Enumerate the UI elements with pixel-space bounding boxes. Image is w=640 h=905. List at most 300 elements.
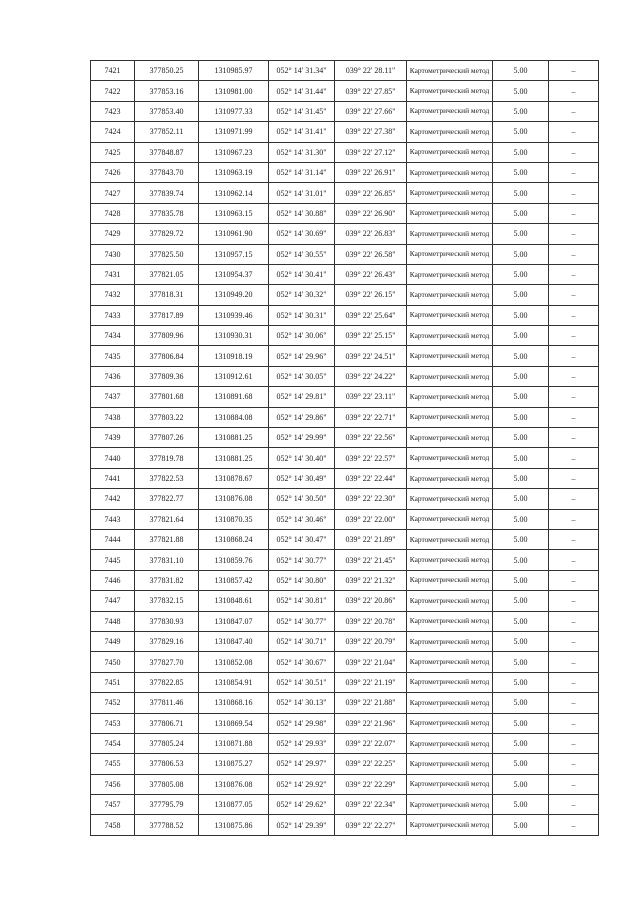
- table-row: [91, 468, 599, 488]
- cell-x-coordinate: 377795.79: [135, 795, 199, 815]
- cell-longitude: 039° 22' 22.44": [335, 468, 407, 488]
- cell-latitude: 052° 14' 31.34": [269, 61, 335, 81]
- cell-accuracy: 5.00: [493, 101, 549, 121]
- cell-latitude: 052° 14' 30.06": [269, 326, 335, 346]
- cell-longitude: 039° 22' 26.83": [335, 224, 407, 244]
- cell-point-number: 7443: [91, 509, 135, 529]
- cell-latitude: 052° 14' 29.86": [269, 407, 335, 427]
- table-row: [91, 489, 599, 509]
- cell-y-coordinate: 1310963.15: [199, 203, 269, 223]
- table-row: [91, 652, 599, 672]
- cell-note: –: [549, 346, 599, 366]
- cell-accuracy: 5.00: [493, 305, 549, 325]
- cell-point-number: 7434: [91, 326, 135, 346]
- cell-y-coordinate: 1310875.86: [199, 815, 269, 835]
- cell-accuracy: 5.00: [493, 264, 549, 284]
- cell-longitude: 039° 22' 28.11": [335, 61, 407, 81]
- cell-x-coordinate: 377805.08: [135, 774, 199, 794]
- cell-note: –: [549, 101, 599, 121]
- cell-method: Картометрический метод: [407, 346, 493, 366]
- cell-note: –: [549, 550, 599, 570]
- cell-method: Картометрический метод: [407, 264, 493, 284]
- cell-accuracy: 5.00: [493, 366, 549, 386]
- table-row: [91, 611, 599, 631]
- cell-y-coordinate: 1310878.67: [199, 468, 269, 488]
- cell-latitude: 052° 14' 29.39": [269, 815, 335, 835]
- cell-method: Картометрический метод: [407, 733, 493, 753]
- cell-latitude: 052° 14' 30.71": [269, 631, 335, 651]
- cell-point-number: 7452: [91, 693, 135, 713]
- cell-point-number: 7433: [91, 305, 135, 325]
- cell-accuracy: 5.00: [493, 61, 549, 81]
- cell-latitude: 052° 14' 31.14": [269, 162, 335, 182]
- cell-note: –: [549, 774, 599, 794]
- cell-note: –: [549, 183, 599, 203]
- cell-y-coordinate: 1310868.24: [199, 529, 269, 549]
- cell-point-number: 7440: [91, 448, 135, 468]
- cell-latitude: 052° 14' 30.50": [269, 489, 335, 509]
- cell-note: –: [549, 652, 599, 672]
- cell-latitude: 052° 14' 29.81": [269, 387, 335, 407]
- cell-accuracy: 5.00: [493, 346, 549, 366]
- cell-method: Картометрический метод: [407, 672, 493, 692]
- cell-note: –: [549, 795, 599, 815]
- cell-longitude: 039° 22' 22.34": [335, 795, 407, 815]
- cell-method: Картометрический метод: [407, 468, 493, 488]
- cell-y-coordinate: 1310967.23: [199, 142, 269, 162]
- cell-longitude: 039° 22' 21.04": [335, 652, 407, 672]
- cell-note: –: [549, 387, 599, 407]
- cell-longitude: 039° 22' 22.29": [335, 774, 407, 794]
- cell-method: Картометрический метод: [407, 591, 493, 611]
- table-row: [91, 203, 599, 223]
- cell-accuracy: 5.00: [493, 448, 549, 468]
- cell-x-coordinate: 377807.26: [135, 428, 199, 448]
- cell-longitude: 039° 22' 21.32": [335, 570, 407, 590]
- cell-y-coordinate: 1310985.97: [199, 61, 269, 81]
- cell-x-coordinate: 377825.50: [135, 244, 199, 264]
- cell-accuracy: 5.00: [493, 326, 549, 346]
- cell-y-coordinate: 1310954.37: [199, 264, 269, 284]
- cell-latitude: 052° 14' 30.40": [269, 448, 335, 468]
- cell-point-number: 7438: [91, 407, 135, 427]
- cell-longitude: 039° 22' 22.00": [335, 509, 407, 529]
- cell-accuracy: 5.00: [493, 224, 549, 244]
- cell-latitude: 052° 14' 30.47": [269, 529, 335, 549]
- cell-method: Картометрический метод: [407, 162, 493, 182]
- cell-y-coordinate: 1310930.31: [199, 326, 269, 346]
- cell-longitude: 039° 22' 20.79": [335, 631, 407, 651]
- cell-latitude: 052° 14' 30.51": [269, 672, 335, 692]
- cell-note: –: [549, 570, 599, 590]
- cell-point-number: 7437: [91, 387, 135, 407]
- cell-note: –: [549, 428, 599, 448]
- cell-accuracy: 5.00: [493, 713, 549, 733]
- cell-y-coordinate: 1310868.16: [199, 693, 269, 713]
- cell-longitude: 039° 22' 25.64": [335, 305, 407, 325]
- cell-note: –: [549, 244, 599, 264]
- table-row: [91, 529, 599, 549]
- cell-point-number: 7422: [91, 81, 135, 101]
- table-row: [91, 713, 599, 733]
- cell-note: –: [549, 631, 599, 651]
- cell-x-coordinate: 377843.70: [135, 162, 199, 182]
- cell-accuracy: 5.00: [493, 529, 549, 549]
- cell-y-coordinate: 1310891.68: [199, 387, 269, 407]
- cell-x-coordinate: 377835.78: [135, 203, 199, 223]
- cell-latitude: 052° 14' 31.30": [269, 142, 335, 162]
- cell-accuracy: 5.00: [493, 815, 549, 835]
- cell-latitude: 052° 14' 31.44": [269, 81, 335, 101]
- cell-note: –: [549, 529, 599, 549]
- cell-accuracy: 5.00: [493, 244, 549, 264]
- cell-point-number: 7430: [91, 244, 135, 264]
- cell-method: Картометрический метод: [407, 489, 493, 509]
- cell-y-coordinate: 1310871.88: [199, 733, 269, 753]
- table-row: [91, 183, 599, 203]
- cell-y-coordinate: 1310869.54: [199, 713, 269, 733]
- cell-latitude: 052° 14' 31.41": [269, 122, 335, 142]
- cell-note: –: [549, 611, 599, 631]
- cell-latitude: 052° 14' 29.92": [269, 774, 335, 794]
- cell-latitude: 052° 14' 30.67": [269, 652, 335, 672]
- cell-method: Картометрический метод: [407, 366, 493, 386]
- cell-accuracy: 5.00: [493, 142, 549, 162]
- cell-note: –: [549, 509, 599, 529]
- cell-accuracy: 5.00: [493, 428, 549, 448]
- cell-method: Картометрический метод: [407, 795, 493, 815]
- cell-y-coordinate: 1310939.46: [199, 305, 269, 325]
- cell-latitude: 052° 14' 30.81": [269, 591, 335, 611]
- table-row: [91, 815, 599, 835]
- cell-latitude: 052° 14' 30.32": [269, 285, 335, 305]
- cell-x-coordinate: 377803.22: [135, 407, 199, 427]
- cell-longitude: 039° 22' 26.85": [335, 183, 407, 203]
- cell-longitude: 039° 22' 22.56": [335, 428, 407, 448]
- cell-y-coordinate: 1310876.08: [199, 774, 269, 794]
- cell-latitude: 052° 14' 30.69": [269, 224, 335, 244]
- cell-x-coordinate: 377817.89: [135, 305, 199, 325]
- cell-note: –: [549, 672, 599, 692]
- cell-longitude: 039° 22' 21.88": [335, 693, 407, 713]
- cell-longitude: 039° 22' 23.11": [335, 387, 407, 407]
- cell-point-number: 7446: [91, 570, 135, 590]
- cell-x-coordinate: 377848.87: [135, 142, 199, 162]
- cell-method: Картометрический метод: [407, 407, 493, 427]
- cell-x-coordinate: 377829.72: [135, 224, 199, 244]
- cell-point-number: 7439: [91, 428, 135, 448]
- cell-accuracy: 5.00: [493, 81, 549, 101]
- cell-y-coordinate: 1310847.07: [199, 611, 269, 631]
- cell-accuracy: 5.00: [493, 652, 549, 672]
- cell-method: Картометрический метод: [407, 81, 493, 101]
- cell-y-coordinate: 1310949.20: [199, 285, 269, 305]
- cell-accuracy: 5.00: [493, 550, 549, 570]
- table-row: [91, 244, 599, 264]
- cell-x-coordinate: 377839.74: [135, 183, 199, 203]
- table-row: [91, 122, 599, 142]
- cell-method: Картометрический метод: [407, 713, 493, 733]
- cell-y-coordinate: 1310884.08: [199, 407, 269, 427]
- cell-longitude: 039° 22' 26.15": [335, 285, 407, 305]
- cell-longitude: 039° 22' 27.12": [335, 142, 407, 162]
- cell-longitude: 039° 22' 27.66": [335, 101, 407, 121]
- cell-y-coordinate: 1310977.33: [199, 101, 269, 121]
- table-row: [91, 162, 599, 182]
- cell-x-coordinate: 377822.85: [135, 672, 199, 692]
- cell-latitude: 052° 14' 30.41": [269, 264, 335, 284]
- cell-longitude: 039° 22' 21.45": [335, 550, 407, 570]
- cell-accuracy: 5.00: [493, 591, 549, 611]
- cell-method: Картометрический метод: [407, 244, 493, 264]
- cell-point-number: 7451: [91, 672, 135, 692]
- cell-point-number: 7449: [91, 631, 135, 651]
- cell-x-coordinate: 377821.88: [135, 529, 199, 549]
- cell-note: –: [549, 162, 599, 182]
- cell-x-coordinate: 377806.53: [135, 754, 199, 774]
- cell-y-coordinate: 1310877.05: [199, 795, 269, 815]
- table-row: [91, 795, 599, 815]
- table-row: [91, 407, 599, 427]
- cell-point-number: 7426: [91, 162, 135, 182]
- cell-note: –: [549, 815, 599, 835]
- cell-note: –: [549, 142, 599, 162]
- cell-longitude: 039° 22' 26.43": [335, 264, 407, 284]
- cell-accuracy: 5.00: [493, 489, 549, 509]
- cell-accuracy: 5.00: [493, 407, 549, 427]
- cell-point-number: 7441: [91, 468, 135, 488]
- table-row: [91, 428, 599, 448]
- cell-note: –: [549, 489, 599, 509]
- cell-y-coordinate: 1310957.15: [199, 244, 269, 264]
- cell-method: Картометрический метод: [407, 509, 493, 529]
- cell-method: Картометрический метод: [407, 142, 493, 162]
- cell-point-number: 7444: [91, 529, 135, 549]
- cell-latitude: 052° 14' 30.55": [269, 244, 335, 264]
- table-row: [91, 570, 599, 590]
- cell-y-coordinate: 1310881.25: [199, 428, 269, 448]
- cell-method: Картометрический метод: [407, 224, 493, 244]
- cell-note: –: [549, 693, 599, 713]
- cell-longitude: 039° 22' 22.30": [335, 489, 407, 509]
- cell-method: Картометрический метод: [407, 183, 493, 203]
- cell-y-coordinate: 1310876.08: [199, 489, 269, 509]
- cell-point-number: 7436: [91, 366, 135, 386]
- cell-method: Картометрический метод: [407, 815, 493, 835]
- cell-latitude: 052° 14' 29.99": [269, 428, 335, 448]
- cell-y-coordinate: 1310918.19: [199, 346, 269, 366]
- cell-latitude: 052° 14' 29.93": [269, 733, 335, 753]
- cell-point-number: 7453: [91, 713, 135, 733]
- cell-method: Картометрический метод: [407, 448, 493, 468]
- cell-accuracy: 5.00: [493, 509, 549, 529]
- cell-accuracy: 5.00: [493, 285, 549, 305]
- cell-note: –: [549, 713, 599, 733]
- cell-x-coordinate: 377829.16: [135, 631, 199, 651]
- cell-x-coordinate: 377822.53: [135, 468, 199, 488]
- cell-x-coordinate: 377822.77: [135, 489, 199, 509]
- cell-point-number: 7435: [91, 346, 135, 366]
- cell-longitude: 039° 22' 21.89": [335, 529, 407, 549]
- cell-y-coordinate: 1310854.91: [199, 672, 269, 692]
- cell-method: Картометрический метод: [407, 611, 493, 631]
- coordinates-table-container: [90, 60, 598, 836]
- cell-x-coordinate: 377850.25: [135, 61, 199, 81]
- cell-longitude: 039° 22' 21.96": [335, 713, 407, 733]
- cell-method: Картометрический метод: [407, 203, 493, 223]
- cell-longitude: 039° 22' 26.91": [335, 162, 407, 182]
- cell-y-coordinate: 1310848.61: [199, 591, 269, 611]
- cell-accuracy: 5.00: [493, 754, 549, 774]
- table-body: [91, 61, 599, 836]
- cell-method: Картометрический метод: [407, 550, 493, 570]
- cell-accuracy: 5.00: [493, 733, 549, 753]
- cell-method: Картометрический метод: [407, 570, 493, 590]
- cell-y-coordinate: 1310912.61: [199, 366, 269, 386]
- cell-note: –: [549, 326, 599, 346]
- cell-y-coordinate: 1310847.40: [199, 631, 269, 651]
- table-row: [91, 509, 599, 529]
- cell-accuracy: 5.00: [493, 162, 549, 182]
- cell-longitude: 039° 22' 22.07": [335, 733, 407, 753]
- cell-latitude: 052° 14' 29.62": [269, 795, 335, 815]
- cell-point-number: 7457: [91, 795, 135, 815]
- cell-latitude: 052° 14' 30.46": [269, 509, 335, 529]
- cell-accuracy: 5.00: [493, 693, 549, 713]
- cell-point-number: 7427: [91, 183, 135, 203]
- cell-note: –: [549, 61, 599, 81]
- cell-longitude: 039° 22' 25.15": [335, 326, 407, 346]
- cell-longitude: 039° 22' 26.58": [335, 244, 407, 264]
- cell-latitude: 052° 14' 31.45": [269, 101, 335, 121]
- table-row: [91, 672, 599, 692]
- cell-x-coordinate: 377821.05: [135, 264, 199, 284]
- cell-method: Картометрический метод: [407, 387, 493, 407]
- cell-longitude: 039° 22' 24.22": [335, 366, 407, 386]
- cell-longitude: 039° 22' 20.86": [335, 591, 407, 611]
- cell-point-number: 7425: [91, 142, 135, 162]
- cell-x-coordinate: 377853.40: [135, 101, 199, 121]
- cell-point-number: 7450: [91, 652, 135, 672]
- coordinates-table: [90, 60, 599, 836]
- table-row: [91, 326, 599, 346]
- cell-point-number: 7445: [91, 550, 135, 570]
- cell-method: Картометрический метод: [407, 326, 493, 346]
- cell-x-coordinate: 377832.15: [135, 591, 199, 611]
- table-row: [91, 733, 599, 753]
- cell-point-number: 7424: [91, 122, 135, 142]
- cell-point-number: 7458: [91, 815, 135, 835]
- table-row: [91, 305, 599, 325]
- cell-note: –: [549, 591, 599, 611]
- table-row: [91, 224, 599, 244]
- cell-point-number: 7432: [91, 285, 135, 305]
- cell-longitude: 039° 22' 20.78": [335, 611, 407, 631]
- cell-x-coordinate: 377831.82: [135, 570, 199, 590]
- cell-note: –: [549, 448, 599, 468]
- cell-note: –: [549, 468, 599, 488]
- table-row: [91, 142, 599, 162]
- cell-point-number: 7421: [91, 61, 135, 81]
- table-row: [91, 264, 599, 284]
- cell-accuracy: 5.00: [493, 795, 549, 815]
- cell-point-number: 7454: [91, 733, 135, 753]
- table-row: [91, 693, 599, 713]
- table-row: [91, 285, 599, 305]
- cell-y-coordinate: 1310852.08: [199, 652, 269, 672]
- cell-latitude: 052° 14' 30.77": [269, 550, 335, 570]
- cell-x-coordinate: 377806.71: [135, 713, 199, 733]
- cell-longitude: 039° 22' 27.38": [335, 122, 407, 142]
- cell-longitude: 039° 22' 27.85": [335, 81, 407, 101]
- table-row: [91, 754, 599, 774]
- cell-x-coordinate: 377821.64: [135, 509, 199, 529]
- table-row: [91, 387, 599, 407]
- cell-method: Картометрический метод: [407, 754, 493, 774]
- cell-x-coordinate: 377809.36: [135, 366, 199, 386]
- cell-method: Картометрический метод: [407, 101, 493, 121]
- cell-y-coordinate: 1310961.90: [199, 224, 269, 244]
- cell-accuracy: 5.00: [493, 183, 549, 203]
- cell-method: Картометрический метод: [407, 631, 493, 651]
- cell-note: –: [549, 81, 599, 101]
- cell-y-coordinate: 1310971.99: [199, 122, 269, 142]
- cell-latitude: 052° 14' 31.01": [269, 183, 335, 203]
- table-row: [91, 550, 599, 570]
- cell-point-number: 7442: [91, 489, 135, 509]
- cell-point-number: 7428: [91, 203, 135, 223]
- cell-point-number: 7431: [91, 264, 135, 284]
- cell-accuracy: 5.00: [493, 631, 549, 651]
- cell-note: –: [549, 122, 599, 142]
- cell-note: –: [549, 264, 599, 284]
- cell-latitude: 052° 14' 30.80": [269, 570, 335, 590]
- cell-x-coordinate: 377788.52: [135, 815, 199, 835]
- cell-y-coordinate: 1310875.27: [199, 754, 269, 774]
- cell-note: –: [549, 733, 599, 753]
- table-row: [91, 366, 599, 386]
- table-row: [91, 631, 599, 651]
- cell-method: Картометрический метод: [407, 529, 493, 549]
- cell-method: Картометрический метод: [407, 774, 493, 794]
- cell-latitude: 052° 14' 30.49": [269, 468, 335, 488]
- cell-method: Картометрический метод: [407, 61, 493, 81]
- cell-accuracy: 5.00: [493, 387, 549, 407]
- cell-point-number: 7456: [91, 774, 135, 794]
- cell-accuracy: 5.00: [493, 611, 549, 631]
- table-row: [91, 61, 599, 81]
- cell-x-coordinate: 377818.31: [135, 285, 199, 305]
- cell-x-coordinate: 377801.68: [135, 387, 199, 407]
- cell-x-coordinate: 377819.78: [135, 448, 199, 468]
- cell-accuracy: 5.00: [493, 203, 549, 223]
- cell-method: Картометрический метод: [407, 305, 493, 325]
- table-row: [91, 81, 599, 101]
- cell-x-coordinate: 377811.46: [135, 693, 199, 713]
- cell-longitude: 039° 22' 22.57": [335, 448, 407, 468]
- cell-point-number: 7447: [91, 591, 135, 611]
- cell-latitude: 052° 14' 30.88": [269, 203, 335, 223]
- cell-accuracy: 5.00: [493, 122, 549, 142]
- cell-note: –: [549, 285, 599, 305]
- cell-accuracy: 5.00: [493, 672, 549, 692]
- cell-longitude: 039° 22' 24.51": [335, 346, 407, 366]
- cell-y-coordinate: 1310962.14: [199, 183, 269, 203]
- cell-longitude: 039° 22' 21.19": [335, 672, 407, 692]
- cell-latitude: 052° 14' 29.97": [269, 754, 335, 774]
- cell-x-coordinate: 377853.16: [135, 81, 199, 101]
- cell-longitude: 039° 22' 26.90": [335, 203, 407, 223]
